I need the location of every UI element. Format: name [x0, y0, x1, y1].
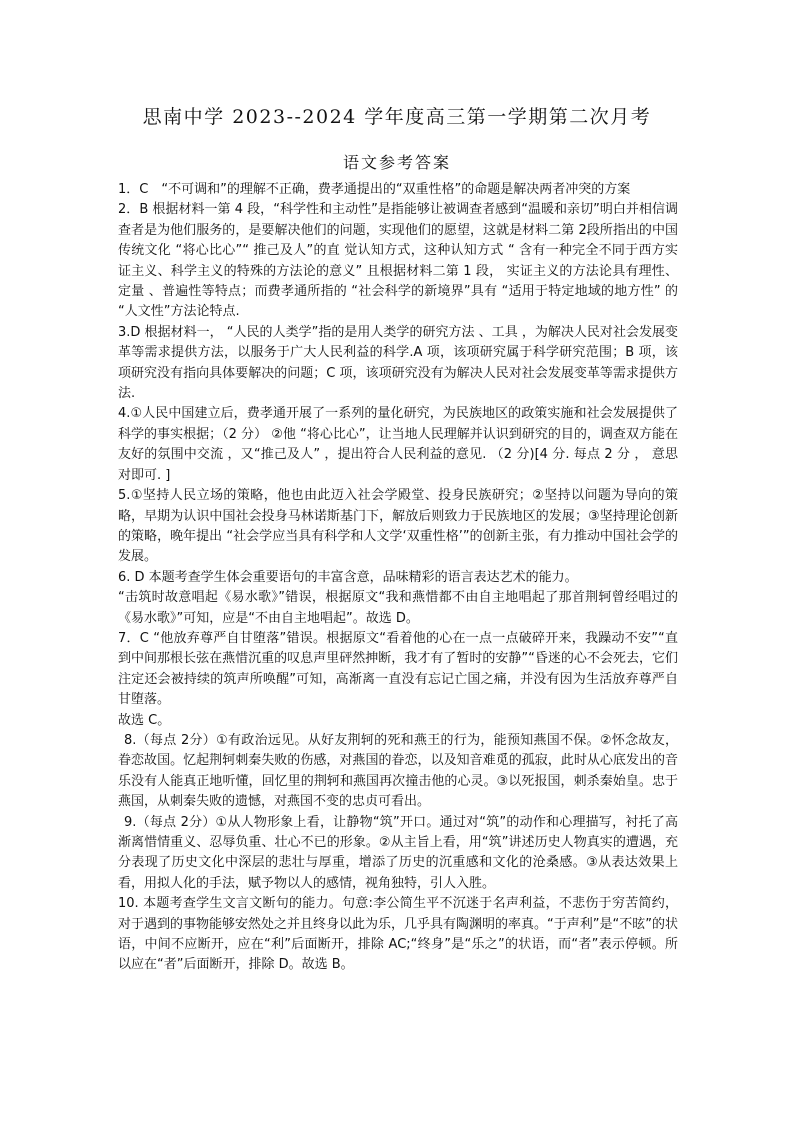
answer-8: 8.（每点 2分）①有政治远见。从好友荆轲的死和燕王的行为，能预知燕国不保。②怀念故友，眷恋故国。忆起荆轲刺秦失败的伤感，对燕国的眷恋，以及知音难觅的孤寂，此时从心底发出的音乐没有人能真正地听懂，回忆里的荆轲和燕国再次撞击他的心灵。③以死报国，刺杀秦始皇。忠于燕国，从刺秦失败的遗憾，对燕国不变的忠贞可看出。 — [118, 732, 678, 810]
answer-body — [118, 180, 678, 976]
answer-6: 6. D 本题考查学生体会重要语句的丰富含意，品味精彩的语言表达艺术的能力。 — [118, 569, 578, 585]
answer-6-explanation: “击筑时故意唱起《易水歌》”错误，根据原文“我和燕惜都不由自主地唱起了那首荆轲曾经唱过的《易水歌》”可知，应是“不由自主地唱起”。故选 D。 — [118, 590, 678, 626]
answer-10: 10. 本题考查学生文言文断句的能力。句意:李公简生平不沉迷于名声利益，不悲伤于穷苦简约，对于遇到的事物能够安然处之并且终身以此为乐，几乎具有陶渊明的率真。“于声利”是“不昡”的状语，中间不应断开，应在“利”后面断开，排除 AC;“终身”是“乐之”的状语，而“者”表示停顿。所以应在“者”后面断开，排除 D。故选 B。 — [118, 896, 678, 973]
answer-4: 4.①人民中国建立后，费孝通开展了一系列的量化研究，为民族地区的政策实施和社会发展提供了科学的事实根据；（2 分） ②他 “将心比心”，让当地人民理解并认识到研究的目的，调查双方能在友好的氛围中交流 ，又“推己及人” ，提出符合人民利益的意见. （2 分)[4 分. 每点 2 分 ， 意思对即可. ] — [118, 406, 678, 483]
answer-2: 2．B 根据材料一第 4 段，“科学性和主动性”是指能够让被调查者感到“温暖和亲切”明白并相信调查者是为他们服务的，是要解决他们的问题，实现他们的愿望，这就是材料二第 2段所指出的中国传统文化 “将心比心”“ 推己及人”的直 觉认知方式，这种认知方式 “ 含有一种完全不同于西方实证主义、科学主义的特殊的方法论的意义” 且根据材料二第 1 段， 实证主义的方法论具有理性、定量 、普遍性等特点；而费孝通所指的 “社会科学的新境界”具有 “适用于特定地域的地方性” 的 “人文性”方法论特点. — [118, 202, 678, 320]
answer-7-conclusion: 故选 C。 — [118, 712, 171, 728]
answer-5: 5.①坚持人民立场的策略，他也由此迈入社会学殿堂、投身民族研究；②坚持以问题为导向的策略，早期为认识中国社会投身马林诺斯基门下，解放后则致力于民族地区的发展；③坚持理论创新的策略，晚年提出 “社会学应当具有科学和人文学‘双重性格’”的创新主张，有力推动中国社会学的发展。 — [118, 488, 678, 565]
document-title: 思南中学 2023--2024 学年度高三第一学期第二次月考 — [142, 106, 652, 128]
answer-1: 1．C “不可调和”的理解不正确，费孝通提出的“双重性格”的命题是解决两者冲突的方案 — [118, 182, 631, 197]
answer-3: 3.D 根据材料一， “人民的人类学”指的是用人类学的研究方法 、工具 ，为解决人民对社会发展变革等需求提供方法，以服务于广大人民利益的科学.A 项，该项研究属于科学研究范围；B 项，该项研究没有指向具体要解决的问题；C 项，该项研究没有为解决人民对社会发展变革等需求提供方法. — [118, 324, 678, 402]
answer-7: 7．C “他放弃尊严自甘堕落”错误。根据原文“看着他的心在一点一点破碎开来，我躁动不安”“直到中间那根长弦在燕惜沉重的叹息声里砰然抻断，我才有了暂时的安静”“昏迷的心不会死去，它们注定还会被持续的筑声所唤醒”可知，高渐离一直没有忘记亡国之痛，并没有因为生活放弃尊严自甘堕落。 — [118, 630, 678, 708]
document-subtitle: 语文参考答案 — [342, 153, 451, 172]
answer-9: 9.（每点 2分）①从人物形象上看，让静物“筑”开口。通过对“筑”的动作和心理描写，衬托了高渐离惜情重义、忍辱负重、壮心不已的形象。②从主旨上看，用“筑”讲述历史人物真实的遭遇，充分表现了历史文化中深层的悲壮与厚重，增添了历史的沉重感和文化的沧桑感。③从表达效果上看，用拟人化的手法，赋予物以人的感情，视角独特，引人入胜。 — [118, 814, 678, 891]
